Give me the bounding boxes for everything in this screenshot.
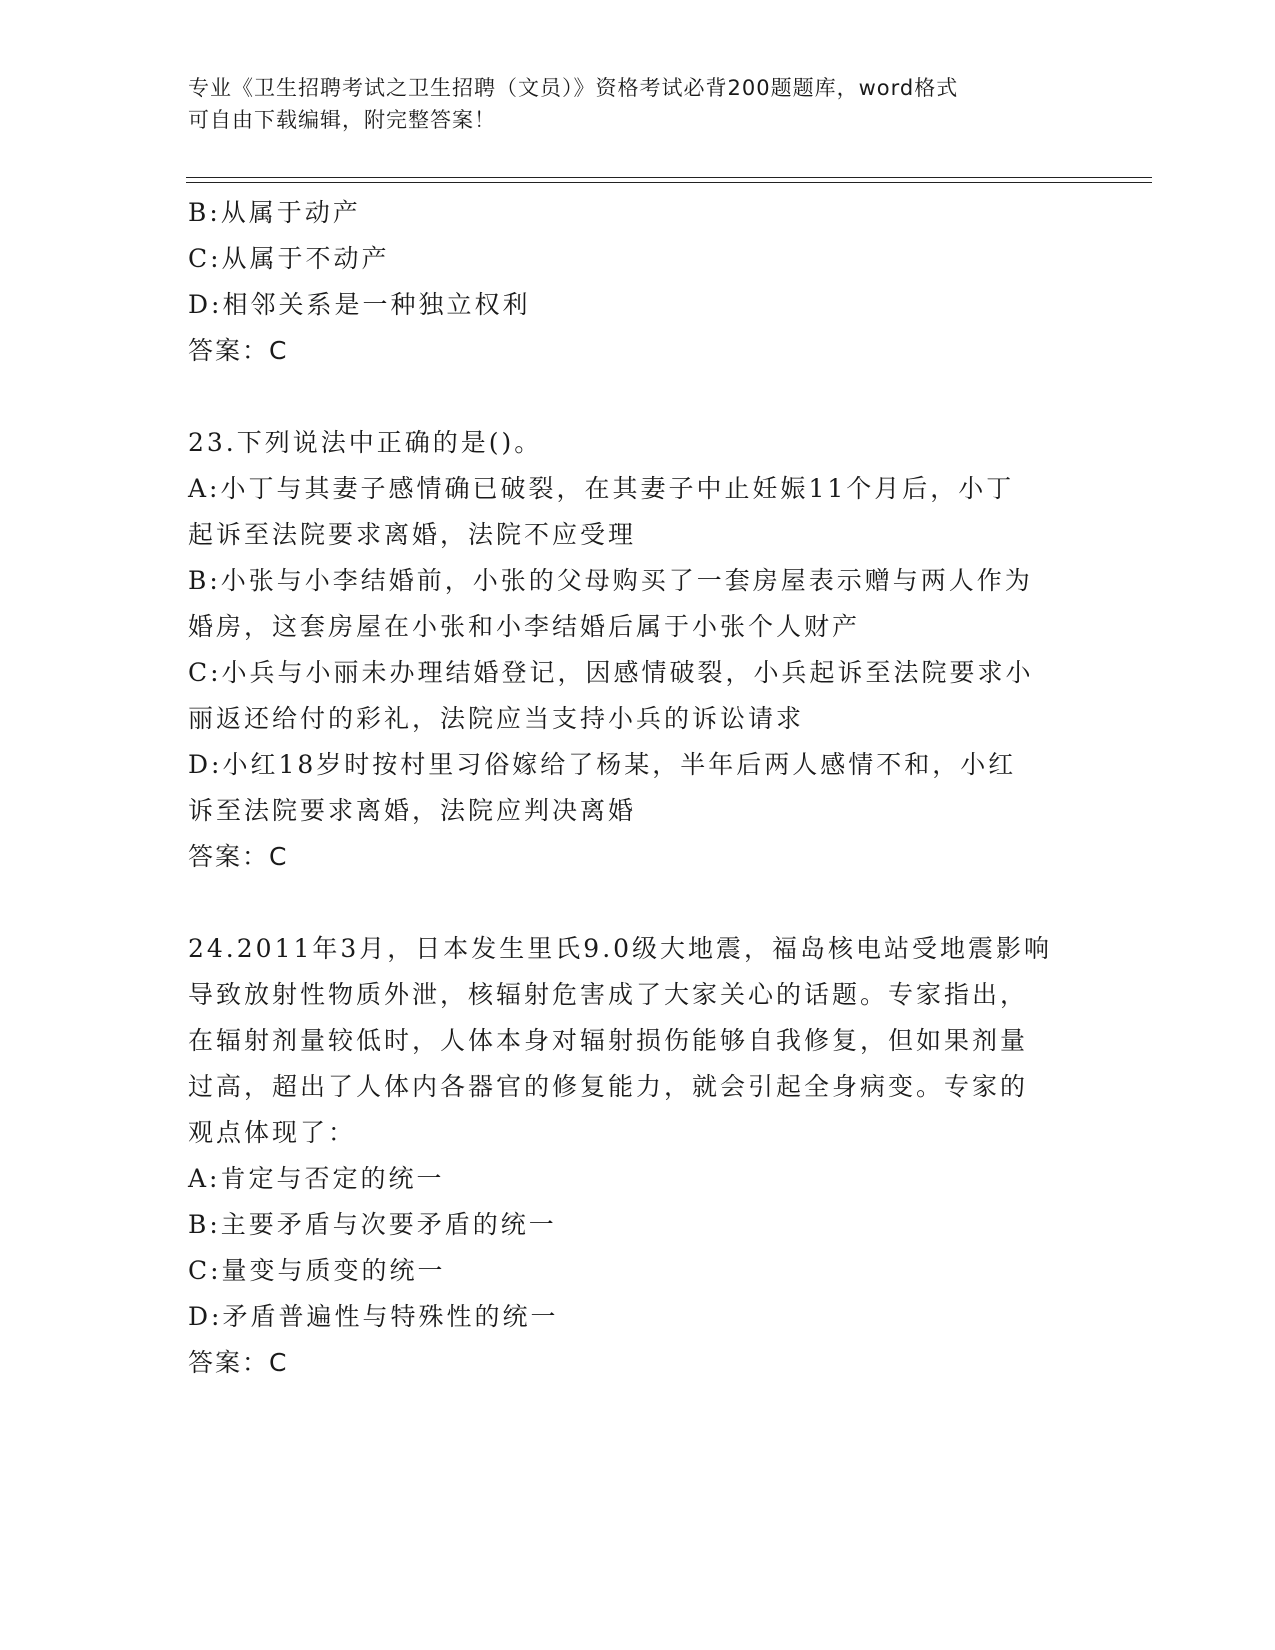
option-b-line-2: 婚房，这套房屋在小张和小李结婚后属于小张个人财产 — [188, 612, 861, 641]
option-b: B:从属于动产 — [188, 198, 361, 227]
option-d: D:相邻关系是一种独立权利 — [188, 290, 531, 319]
option-d-line-1: D:小红18岁时按村里习俗嫁给了杨某，半年后两人感情不和，小红 — [188, 750, 1017, 779]
document-body — [188, 190, 1088, 1386]
question-stem-line-1: 24.2011年3月，日本发生里氏9.0级大地震，福岛核电站受地震影响 — [188, 934, 1053, 963]
option-c: C:量变与质变的统一 — [188, 1256, 446, 1285]
header-line-2: 可自由下载编辑，附完整答案！ — [188, 108, 496, 132]
option-b-line-1: B:小张与小李结婚前，小张的父母购买了一套房屋表示赠与两人作为 — [188, 566, 1033, 595]
option-c-line-1: C:小兵与小丽未办理结婚登记，因感情破裂，小兵起诉至法院要求小 — [188, 658, 1034, 687]
header-divider-bottom — [186, 182, 1152, 183]
question-stem-line-4: 过高，超出了人体内各器官的修复能力，就会引起全身病变。专家的 — [188, 1072, 1029, 1101]
question-stem-line-3: 在辐射剂量较低时，人体本身对辐射损伤能够自我修复，但如果剂量 — [188, 1026, 1029, 1055]
option-b: B:主要矛盾与次要矛盾的统一 — [188, 1210, 557, 1239]
question-stem-line-2: 导致放射性物质外泄，核辐射危害成了大家关心的话题。专家指出， — [188, 980, 1029, 1009]
question-stem: 23.下列说法中正确的是()。 — [188, 428, 543, 457]
question-24 — [188, 926, 1088, 1386]
question-22-tail — [188, 190, 1088, 374]
question-stem-line-5: 观点体现了： — [188, 1118, 357, 1147]
option-a: A:肯定与否定的统一 — [188, 1164, 445, 1193]
answer: 答案：C — [188, 336, 289, 365]
spacer — [188, 880, 1088, 926]
option-c: C:从属于不动产 — [188, 244, 390, 273]
question-23 — [188, 420, 1088, 880]
option-d: D:矛盾普遍性与特殊性的统一 — [188, 1302, 559, 1331]
header-line-1: 专业《卫生招聘考试之卫生招聘（文员）》资格考试必背200题题库，word格式 — [188, 76, 959, 100]
spacer — [188, 374, 1088, 420]
answer: 答案：C — [188, 842, 289, 871]
header-divider-top — [186, 177, 1152, 178]
page-header — [188, 72, 1088, 136]
option-a-line-2: 起诉至法院要求离婚，法院不应受理 — [188, 520, 637, 549]
answer: 答案：C — [188, 1348, 289, 1377]
option-a-line-1: A:小丁与其妻子感情确已破裂，在其妻子中止妊娠11个月后，小丁 — [188, 474, 1015, 503]
option-d-line-2: 诉至法院要求离婚，法院应判决离婚 — [188, 796, 637, 825]
option-c-line-2: 丽返还给付的彩礼，法院应当支持小兵的诉讼请求 — [188, 704, 805, 733]
